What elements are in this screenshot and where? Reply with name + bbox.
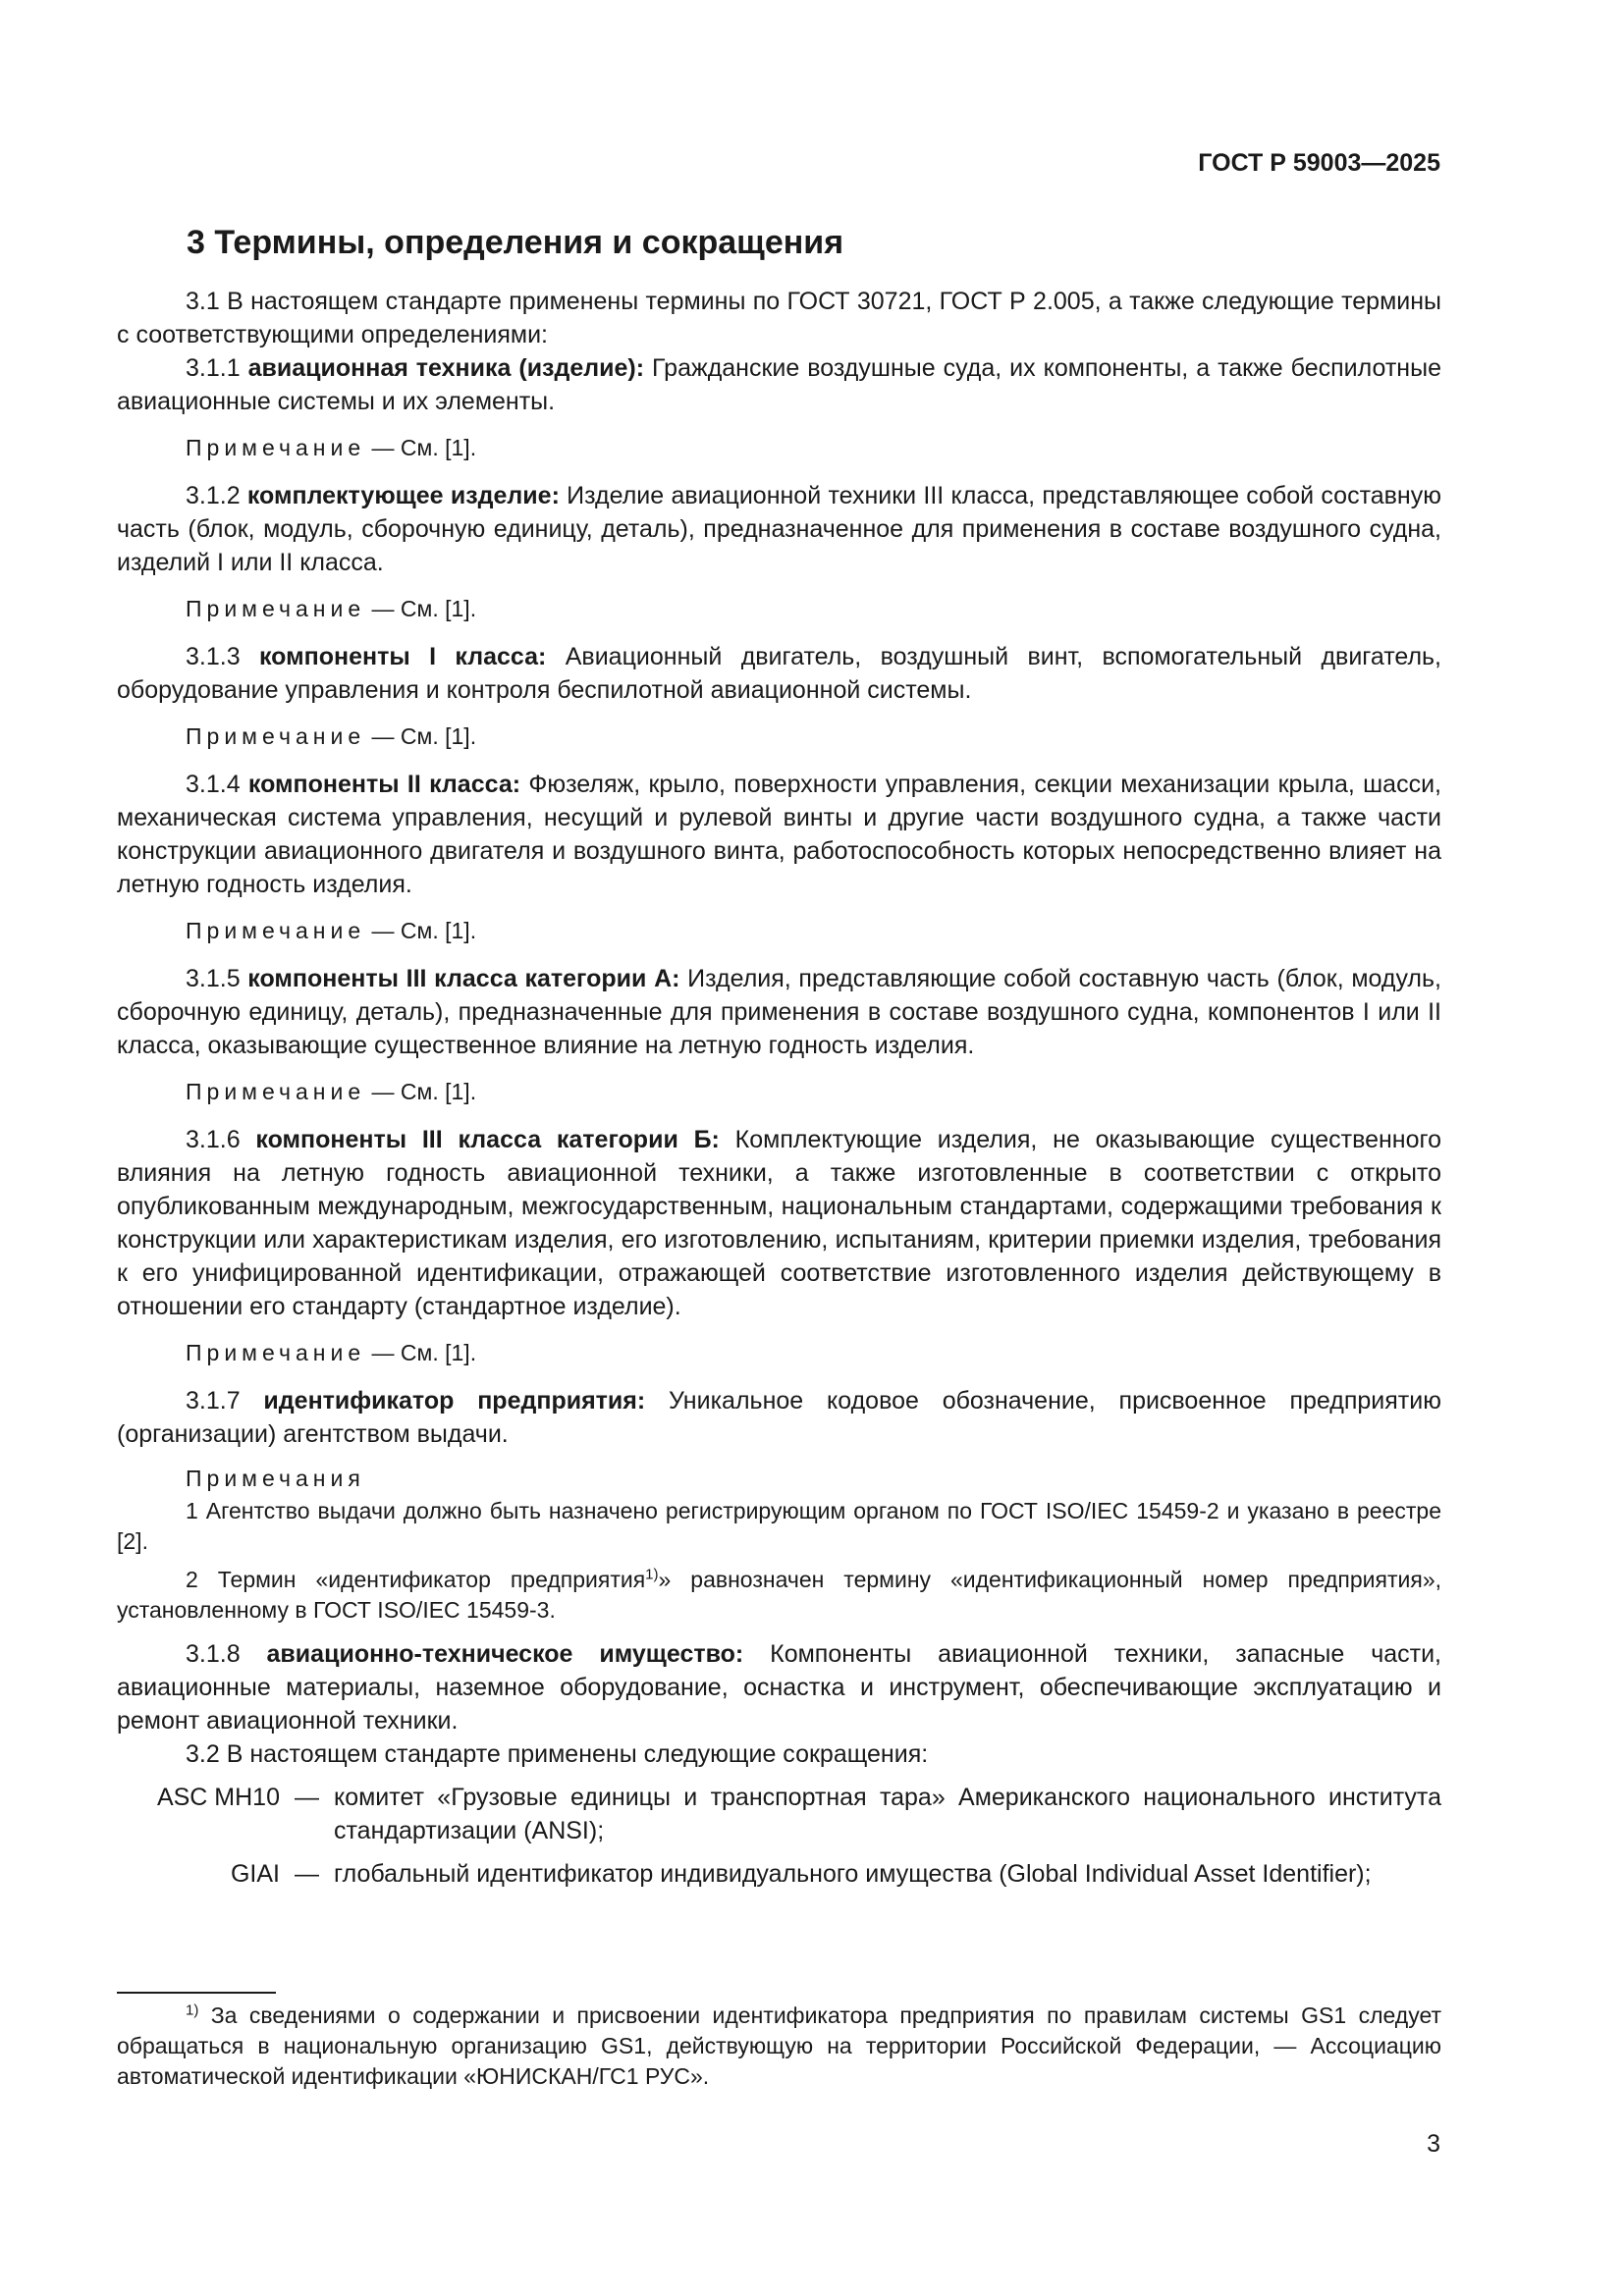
term-3-1-5: 3.1.5 компоненты III класса категории А: Изделия, представляющие собой составную часть (блок, модуль, сборочную единицу, деталь), предназначенные для применения в составе воздушного судна, компонентов I или II класса, оказывающие существенное влияние на летную годность изделия. [117, 965, 1441, 1059]
abbr-code: GIAI [230, 1860, 280, 1888]
note-3-1-6: Примечание — См. [1]. [186, 1340, 477, 1365]
note-3-1-4: Примечание — См. [1]. [186, 918, 477, 943]
footnote-divider [117, 1992, 276, 1994]
term-3-1-6: 3.1.6 компоненты III класса категории Б: Комплектующие изделия, не оказывающие существенного влияния на летную годность авиационной техники, а также изготовленные в соответствии с открыто опубликованным международным, межгосударственным, национальным стандартами, содержащими требования к конструкции или характеристикам изделия, его изготовлению, испытаниям, критерии приемки изделия, требования к его унифицированной идентификации, отражающей соответствие изготовленного изделия действующему в отношении его стандарту (стандартное изделие). [117, 1126, 1441, 1320]
note-3-1-1: Примечание — См. [1]. [186, 435, 477, 460]
term-3-1-1: 3.1.1 авиационная техника (изделие): Гражданские воздушные суда, их компоненты, а также беспилотные авиационные системы и их элементы. [117, 354, 1441, 415]
abbr-intro: 3.2 В настоящем стандарте применены следующие сокращения: [186, 1740, 929, 1768]
document-body [117, 285, 1441, 1891]
footnote-ref: 1) [645, 1566, 659, 1583]
footnote: $^{1)}$ За сведениями о содержании и присвоении идентификатора предприятия по правилам системы GS1 следует обращаться в национальную организацию GS1, действующую на территории Российской Федерации, — Ассоциацию автоматической идентификации «ЮНИСКАН/ГС1 РУС». [117, 2002, 1441, 2089]
term-3-1-7: 3.1.7 идентификатор предприятия: Уникальное кодовое обозначение, присвоенное предприятию (организации) агентством выдачи. [117, 1387, 1441, 1448]
term-3-1-4: 3.1.4 компоненты II класса: Фюзеляж, крыло, поверхности управления, секции механизации крыла, шасси, механическая система управления, несущий и рулевой винты и другие части воздушного судна, а также части конструкции авиационного двигателя и воздушного винта, работоспособность которых непосредственно влияет на летную годность изделия. [117, 771, 1441, 898]
term-3-1-8: 3.1.8 авиационно-техническое имущество: Компоненты авиационной техники, запасные части, авиационные материалы, наземное оборудование, оснастка и инструмент, обеспечивающие эксплуатацию и ремонт авиационной техники. [117, 1640, 1441, 1735]
abbr-row [117, 1857, 1441, 1891]
intro-paragraph: 3.1 В настоящем стандарте применены термины по ГОСТ 30721, ГОСТ Р 2.005, а также следующие термины с соответствующими определениями: [117, 288, 1441, 348]
page-number: 3 [1427, 2130, 1440, 2158]
notes-heading: Примечания [186, 1466, 365, 1491]
term-3-1-3: 3.1.3 компоненты I класса: Авиационный двигатель, воздушный винт, вспомогательный двигатель, оборудование управления и контроля беспилотной авиационной системы. [117, 643, 1442, 704]
note-item-1: 1 Агентство выдачи должно быть назначено регистрирующим органом по ГОСТ ISO/IEC 15459-2 и указано в реестре [2]. [117, 1498, 1441, 1554]
abbr-definition: комитет «Грузовые единицы и транспортная тара» Американского национального института стандартизации (ANSI); [334, 1784, 1441, 1844]
document-code: ГОСТ Р 59003—2025 [1198, 149, 1440, 177]
note-item-2: 2 Термин «идентификатор предприятия$^{1)}$» равнозначен термину «идентификационный номер предприятия», установленному в ГОСТ ISO/IEC 15459-3. [117, 1566, 1442, 1623]
abbr-dash: — [295, 1860, 319, 1888]
abbr-code: ASC MH10 [156, 1784, 280, 1811]
footnote-mark: 1) [186, 2002, 199, 2019]
section-title: 3 Термины, определения и сокращения [187, 224, 844, 261]
abbr-dash: — [295, 1784, 319, 1811]
abbr-definition: глобальный идентификатор индивидуального имущества (Global Individual Asset Identifier); [334, 1860, 1372, 1888]
note-3-1-2: Примечание — См. [1]. [186, 596, 477, 621]
abbr-row [117, 1781, 1441, 1847]
note-3-1-5: Примечание — См. [1]. [186, 1079, 477, 1104]
term-3-1-2: 3.1.2 комплектующее изделие: Изделие авиационной техники III класса, представляющее собой составную часть (блок, модуль, сборочную единицу, деталь), предназначенное для применения в составе воздушного судна, изделий I или II класса. [117, 482, 1441, 576]
note-3-1-3: Примечание — См. [1]. [186, 723, 477, 749]
